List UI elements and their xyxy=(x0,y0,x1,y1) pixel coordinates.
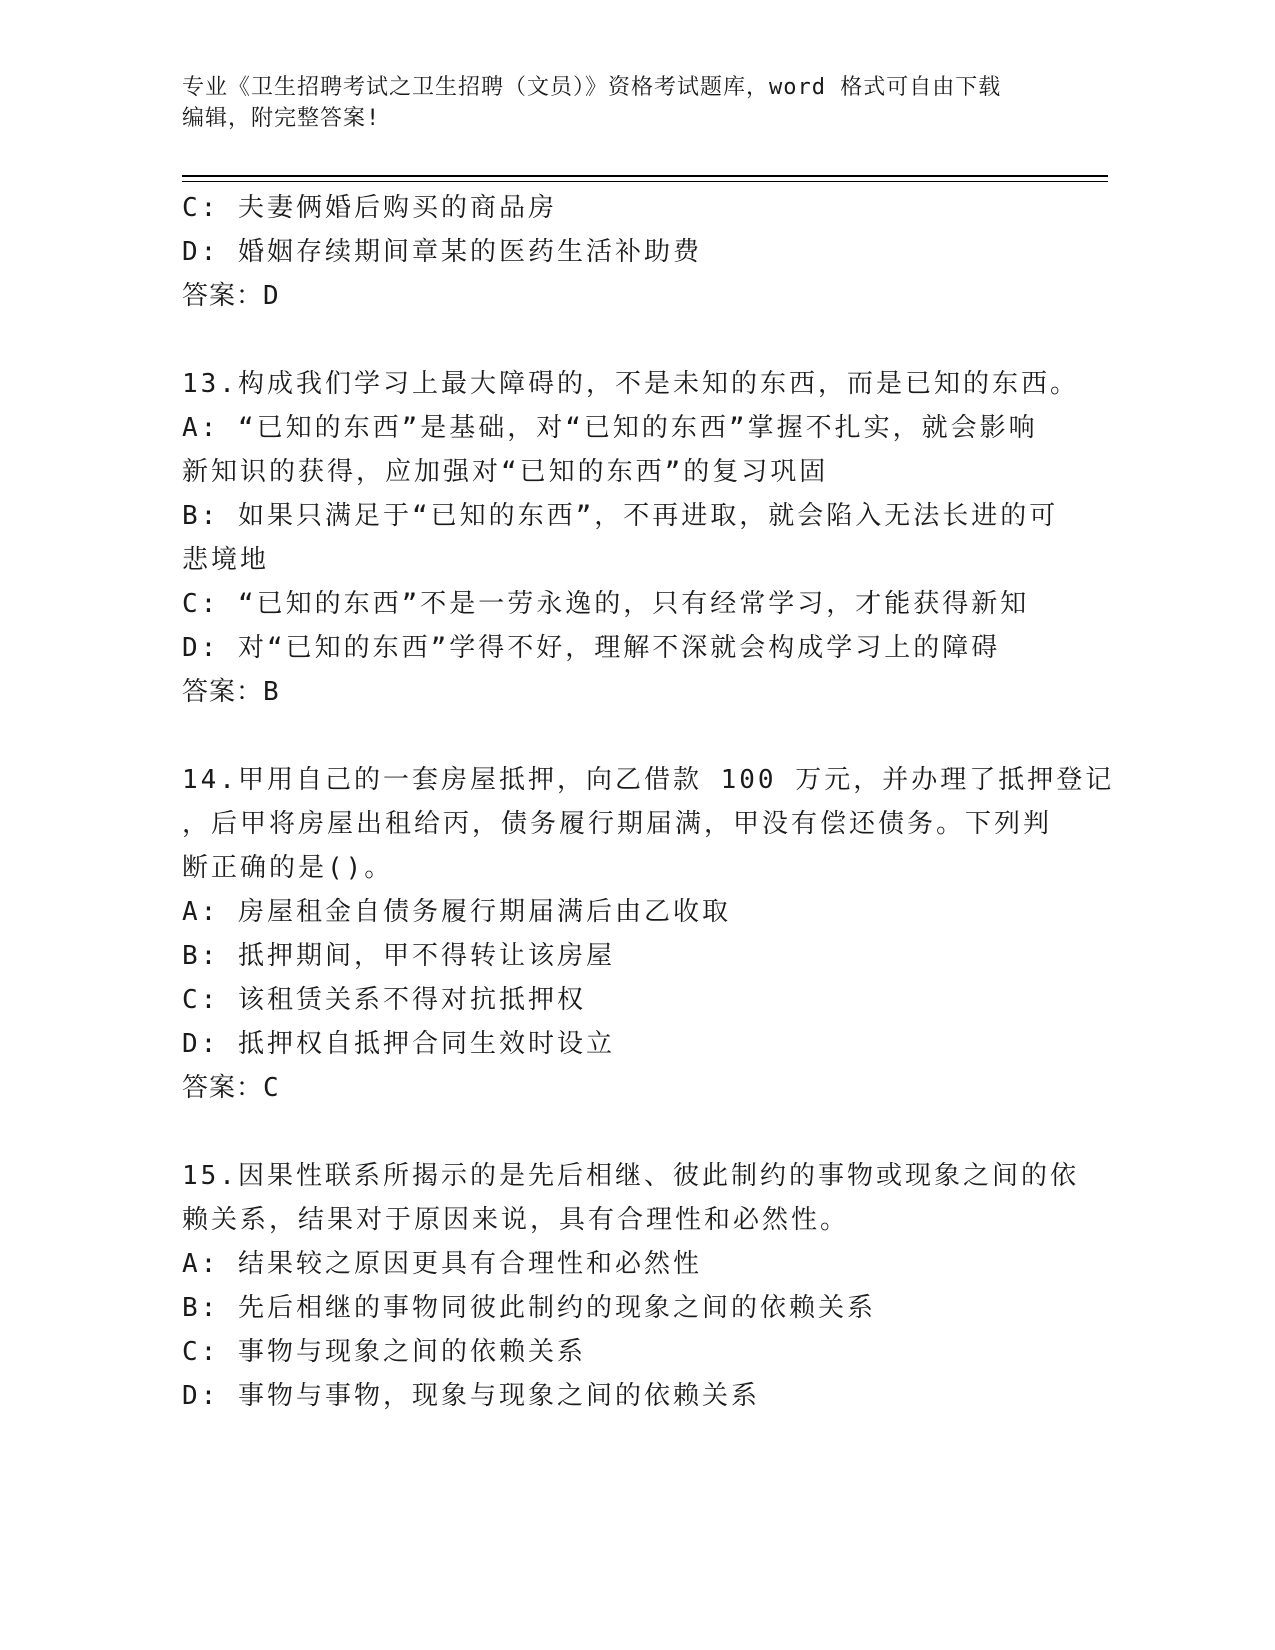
spacer xyxy=(182,1110,1082,1154)
header-line-1: 专业《卫生招聘考试之卫生招聘（文员）》资格考试题库，word 格式可自由下载 xyxy=(182,75,1002,100)
option-b: B: 抵押期间，甲不得转让该房屋 xyxy=(182,941,615,971)
option-d: D: 对“已知的东西”学得不好，理解不深就会构成学习上的障碍 xyxy=(182,633,1001,663)
option-b-continued: 悲境地 xyxy=(182,545,270,575)
header-line-2: 编辑，附完整答案! xyxy=(182,106,381,131)
option-b: B: 如果只满足于“已知的东西”，不再进取，就会陷入无法长进的可 xyxy=(182,501,1059,531)
option-c: C: 该租赁关系不得对抗抵押权 xyxy=(182,985,586,1015)
question-stem: 13.构成我们学习上最大障碍的，不是未知的东西，而是已知的东西。 xyxy=(182,369,1079,399)
question-14 xyxy=(182,758,1115,1110)
option-a: A: 房屋租金自债务履行期届满后由乙收取 xyxy=(182,897,731,927)
question-list xyxy=(182,186,1115,1418)
page-header xyxy=(182,72,1062,134)
spacer xyxy=(182,318,1082,362)
question-stem: 15.因果性联系所揭示的是先后相继、彼此制约的事物或现象之间的依 xyxy=(182,1161,1079,1191)
option-d: D: 事物与事物，现象与现象之间的依赖关系 xyxy=(182,1381,760,1411)
option-a: A: “已知的东西”是基础，对“已知的东西”掌握不扎实，就会影响 xyxy=(182,413,1038,443)
question-15 xyxy=(182,1154,1082,1418)
question-12 xyxy=(182,186,1082,318)
question-stem: 14.甲用自己的一套房屋抵押，向乙借款 100 万元，并办理了抵押登记 xyxy=(182,765,1115,795)
option-c: C: 事物与现象之间的依赖关系 xyxy=(182,1337,586,1367)
option-c: C: “已知的东西”不是一劳永逸的，只有经常学习，才能获得新知 xyxy=(182,589,1030,619)
header-divider-thick xyxy=(182,175,1108,177)
option-a-continued: 新知识的获得，应加强对“已知的东西”的复习巩固 xyxy=(182,457,829,487)
option-d: D: 婚姻存续期间章某的医药生活补助费 xyxy=(182,237,702,267)
question-stem-continued: 赖关系，结果对于原因来说，具有合理性和必然性。 xyxy=(182,1205,850,1235)
question-13 xyxy=(182,362,1082,714)
answer-line: 答案：B xyxy=(182,677,280,707)
option-b: B: 先后相继的事物同彼此制约的现象之间的依赖关系 xyxy=(182,1293,876,1323)
question-stem-continued: 断正确的是()。 xyxy=(182,853,394,883)
spacer xyxy=(182,714,1082,758)
question-stem-continued: ，后甲将房屋出租给丙，债务履行期届满，甲没有偿还债务。下列判 xyxy=(182,809,1053,839)
option-a: A: 结果较之原因更具有合理性和必然性 xyxy=(182,1249,702,1279)
option-c: C: 夫妻俩婚后购买的商品房 xyxy=(182,193,557,223)
answer-line: 答案：D xyxy=(182,281,280,311)
answer-line: 答案：C xyxy=(182,1073,280,1103)
header-divider-thin xyxy=(182,181,1108,182)
option-d: D: 抵押权自抵押合同生效时设立 xyxy=(182,1029,615,1059)
